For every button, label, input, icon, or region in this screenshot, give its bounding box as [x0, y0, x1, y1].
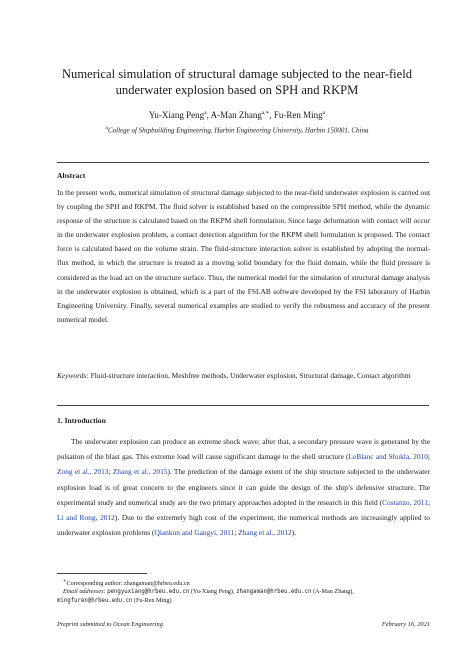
paper-title: Numerical simulation of structural damage subjected to the near-field underwater explosion based on SPH and RKPM [61, 67, 413, 97]
author-list: Yu-Xiang Peng$^a$, A-Man Zhang$^{a,∗}$, Fu-Ren Ming$^a$ [148, 110, 326, 120]
keywords-text: Fluid-structure interaction, Meshfree methods, Underwater explosion, Structural damage, Contact algorithm [90, 371, 411, 380]
email-owner: (Fu-Ren Ming) [132, 596, 172, 604]
email-link[interactable]: mingfuren@hrbeu.edu.cn [57, 597, 133, 604]
paragraph-text: The underwater explosion can produce an extreme shock wave; after that, a secondary pressure wave is generated by the pulsation of the blast gas. This extreme load will cause significant damage to the shell structure ( [57, 437, 430, 462]
citation-link[interactable]: Qiankun and Gangyi, 2011 [154, 528, 235, 538]
abstract-heading: Abstract [57, 171, 86, 180]
section-heading-introduction: 1. Introduction [57, 416, 106, 425]
author-mark: a [204, 110, 207, 116]
abstract-bottom-rule [57, 405, 429, 406]
paragraph-text: ; [108, 467, 113, 477]
introduction-paragraph [57, 434, 430, 540]
email-owner: (A-Man Zhang), [311, 588, 354, 596]
citation-link[interactable]: Costanzo, 2011 [382, 497, 428, 507]
footnote-rule [57, 573, 147, 574]
citation-link[interactable]: Zong et al., 2013 [57, 467, 109, 477]
paragraph-text: ). Due to the extremely high cost of the experiment, the numerical methods are increasingly applied to underwater explosion problems ( [57, 513, 430, 538]
abstract-text: In the present work, numerical simulation of structural damage subjected to the near-field underwater explosion is carried out by coupling the SPH and RKPM. The fluid solver is established based on the compressible SPH method, while the dynamic response of the structure is calculated based on the RKPM shell formulation. Since large deformation with contact will occur in the underwater explosion problem, a contact detection algorithm for the RKPM shell formulation is proposed. The contact force is calculated based on the volume strain. The fluid-structure interaction solver is established by adopting the normal-flux method, in which the structure is treated as a moving solid boundary for the fluid domain, while the fluid pressure is considered as the load act on the structure surface. Thus, the numerical model for the simulation of structural damage analysis in the underwater explosion is obtained, which is a part of the FSLAB software developed by the FSI laboratory of Harbin Engineering University. Finally, several numerical examples are studied to verify the robustness and accuracy of the present numerical model. [57, 188, 430, 324]
author-name: Fu-Ren Ming [273, 110, 323, 120]
corresponding-mark: ∗ [63, 578, 67, 584]
corresponding-text: Corresponding author: zhangaman@hrbeu.edu.cn [66, 580, 190, 588]
abstract-top-rule [57, 162, 429, 163]
paragraph-text: ). The prediction of the damage extent of the ship structure subjected to the underwater explosion load is of great concern to the engineers since it can guide the design of the ship’s defensive structure. The experimental study and numerical study are the two primary approaches adopted in the research in this field ( [57, 467, 430, 507]
author-name: Yu-Xiang Peng [148, 110, 205, 120]
email-addresses-continued [57, 597, 430, 605]
keywords-label: Keywords: [57, 371, 89, 380]
footnotes [57, 577, 430, 605]
affiliation [40, 124, 434, 135]
email-label: Email addresses: [63, 588, 106, 596]
author-mark: a,∗ [261, 110, 270, 116]
paragraph-text: ). [291, 528, 297, 538]
citation-link[interactable]: Li and Rong, 2012 [57, 513, 115, 523]
corresponding-author-note [57, 577, 430, 588]
citation-link[interactable]: LeBlanc and Shukla, 2010 [348, 452, 428, 462]
email-addresses-note [57, 588, 430, 596]
keywords [57, 369, 430, 383]
paragraph-text: ; [427, 497, 430, 507]
email-owner: (Yu-Xiang Peng), [189, 588, 237, 596]
footer-journal: Preprint submitted to Ocean Engineering [57, 621, 163, 628]
author-name: A-Man Zhang [210, 110, 262, 120]
citation-link[interactable]: Zhang et al., 2012 [238, 528, 292, 538]
email-link[interactable]: zhangaman@hrbeu.edu.cn [236, 589, 312, 596]
affiliation-text: College of Shipbuilding Engineering, Harbin Engineering University, Harbin 150001, China [107, 126, 369, 135]
paragraph-text: ; [427, 452, 430, 462]
email-link[interactable]: pengyuxiang@hrbeu.edu.cn [107, 589, 190, 596]
footer-date: February 16, 2021 [381, 621, 430, 628]
author-mark: a [322, 110, 326, 116]
citation-link[interactable]: Zhang et al., 2015 [112, 467, 168, 477]
paragraph-text: ; [234, 528, 239, 538]
affiliation-mark: a [105, 126, 108, 131]
